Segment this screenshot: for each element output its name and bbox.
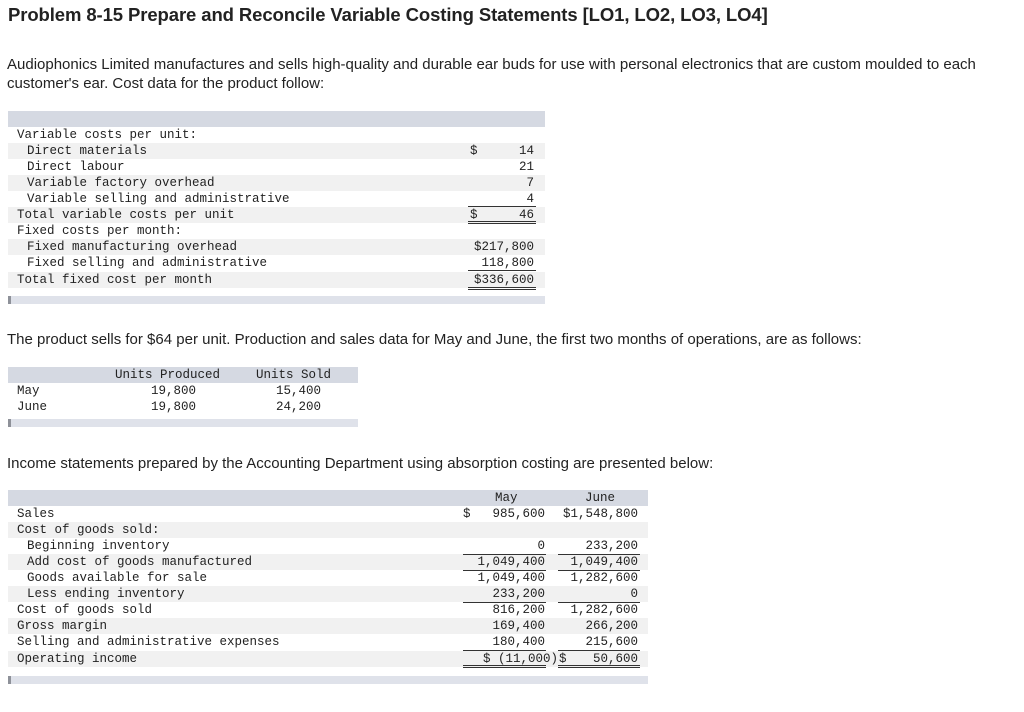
direct-materials-label: Direct materials <box>27 144 148 158</box>
subtotal-rule <box>463 570 546 571</box>
sales-june: $1,548,800 <box>562 507 638 521</box>
beginning-inventory-june: 233,200 <box>585 539 638 553</box>
table-row <box>8 239 545 255</box>
direct-materials-value: 14 <box>518 144 534 158</box>
subtotal-rule <box>558 602 640 603</box>
table-row <box>8 383 358 399</box>
cost-data-table <box>8 111 545 305</box>
june-units-sold: 24,200 <box>275 400 321 414</box>
fixed-manufacturing-overhead-value: $217,800 <box>473 240 534 254</box>
direct-labour-value: 21 <box>518 160 534 174</box>
table-header-band <box>8 111 545 127</box>
goods-available-may: 1,049,400 <box>477 571 545 585</box>
table-row <box>8 506 648 522</box>
variable-selling-admin-label: Variable selling and administrative <box>27 192 290 206</box>
units-produced-header: Units Produced <box>115 368 221 382</box>
cost-of-goods-sold-label: Cost of goods sold <box>17 603 153 617</box>
june-units-produced: 19,800 <box>150 400 196 414</box>
income-statement-table <box>8 490 648 684</box>
total-fixed-cost-label: Total fixed cost per month <box>17 273 213 287</box>
may-column-header: May <box>495 491 518 505</box>
dollar-sign: $ <box>470 208 478 222</box>
operating-income-may: $ (11,000) <box>482 652 558 666</box>
variable-selling-admin-value: 4 <box>526 192 534 206</box>
may-units-produced: 19,800 <box>150 384 196 398</box>
fixed-manufacturing-overhead-label: Fixed manufacturing overhead <box>27 240 238 254</box>
june-label: June <box>17 400 48 414</box>
table-row <box>8 255 545 271</box>
table-row <box>8 522 648 538</box>
gross-margin-label: Gross margin <box>17 619 108 633</box>
may-label: May <box>17 384 40 398</box>
table-row <box>8 570 648 586</box>
table-row <box>8 618 648 634</box>
subtotal-rule <box>558 570 640 571</box>
table-row <box>8 602 648 618</box>
beginning-inventory-may: 0 <box>537 539 545 553</box>
goods-available-june: 1,282,600 <box>570 571 638 585</box>
subtotal-rule <box>463 602 546 603</box>
total-double-rule <box>558 665 640 668</box>
total-double-rule <box>463 665 546 668</box>
table-row <box>8 207 545 223</box>
cogs-heading: Cost of goods sold: <box>17 523 160 537</box>
subtotal-rule <box>463 554 546 555</box>
less-ending-inventory-june: 0 <box>630 587 638 601</box>
goods-available-label: Goods available for sale <box>27 571 208 585</box>
june-column-header: June <box>585 491 616 505</box>
gross-margin-may: 169,400 <box>492 619 545 633</box>
subtotal-rule <box>468 270 536 271</box>
cost-of-goods-manufactured-june: 1,049,400 <box>570 555 638 569</box>
units-sold-header: Units Sold <box>256 368 332 382</box>
table-row <box>8 554 648 570</box>
selling-admin-expenses-june: 215,600 <box>585 635 638 649</box>
cost-of-goods-manufactured-may: 1,049,400 <box>477 555 545 569</box>
table-header-band <box>8 490 648 506</box>
variable-costs-heading: Variable costs per unit: <box>17 128 198 142</box>
cost-of-goods-sold-june: 1,282,600 <box>570 603 638 617</box>
problem-title: Problem 8-15 Prepare and Reconcile Variable Costing Statements [LO1, LO2, LO3, LO4] <box>8 4 768 25</box>
table-row <box>8 586 648 602</box>
sales-may: 985,600 <box>492 507 545 521</box>
variable-factory-overhead-label: Variable factory overhead <box>27 176 215 190</box>
operating-income-june: 50,600 <box>592 652 638 666</box>
table-row <box>8 159 545 175</box>
sales-paragraph: The product sells for $64 per unit. Production and sales data for May and June, the first two months of operations, are as follows: <box>7 331 862 348</box>
table-footer-band <box>8 419 358 427</box>
table-row <box>8 399 358 415</box>
subtotal-rule <box>558 554 640 555</box>
subtotal-rule <box>558 650 640 651</box>
table-row <box>8 175 545 191</box>
table-row <box>8 223 545 239</box>
table-row <box>8 191 545 207</box>
fixed-selling-admin-value: 118,800 <box>481 256 534 270</box>
dollar-sign: $ <box>470 144 478 158</box>
intro-paragraph: Audiophonics Limited manufactures and sells high-quality and durable ear buds for use with personal electronics that are custom moulded to each customer's ear. Cost data for the product follow: <box>7 56 976 92</box>
subtotal-rule <box>463 650 546 651</box>
units-table <box>8 367 358 427</box>
dollar-sign: $ <box>559 652 567 666</box>
gross-margin-june: 266,200 <box>585 619 638 633</box>
sales-label: Sales <box>17 507 55 521</box>
total-variable-costs-value: 46 <box>518 208 534 222</box>
beginning-inventory-label: Beginning inventory <box>27 539 170 553</box>
table-row <box>8 127 545 143</box>
total-fixed-cost-value: $336,600 <box>473 273 534 287</box>
table-footer-band <box>8 676 648 684</box>
table-row <box>8 272 545 288</box>
table-footer-band <box>8 296 545 304</box>
fixed-selling-admin-label: Fixed selling and administrative <box>27 256 268 270</box>
income-paragraph: Income statements prepared by the Accounting Department using absorption costing are presented below: <box>7 455 714 472</box>
cost-of-goods-manufactured-label: Add cost of goods manufactured <box>27 555 253 569</box>
total-variable-costs-label: Total variable costs per unit <box>17 208 235 222</box>
may-units-sold: 15,400 <box>275 384 321 398</box>
fixed-costs-heading: Fixed costs per month: <box>17 224 183 238</box>
direct-labour-label: Direct labour <box>27 160 125 174</box>
less-ending-inventory-label: Less ending inventory <box>27 587 185 601</box>
table-row <box>8 651 648 667</box>
selling-admin-expenses-label: Selling and administrative expenses <box>17 635 280 649</box>
variable-factory-overhead-value: 7 <box>526 176 534 190</box>
cost-of-goods-sold-may: 816,200 <box>492 603 545 617</box>
less-ending-inventory-may: 233,200 <box>492 587 545 601</box>
table-row <box>8 538 648 554</box>
total-double-rule <box>468 287 536 290</box>
operating-income-label: Operating income <box>17 652 138 666</box>
table-row <box>8 634 648 650</box>
dollar-sign: $ <box>463 507 471 521</box>
selling-admin-expenses-may: 180,400 <box>492 635 545 649</box>
table-row <box>8 143 545 159</box>
